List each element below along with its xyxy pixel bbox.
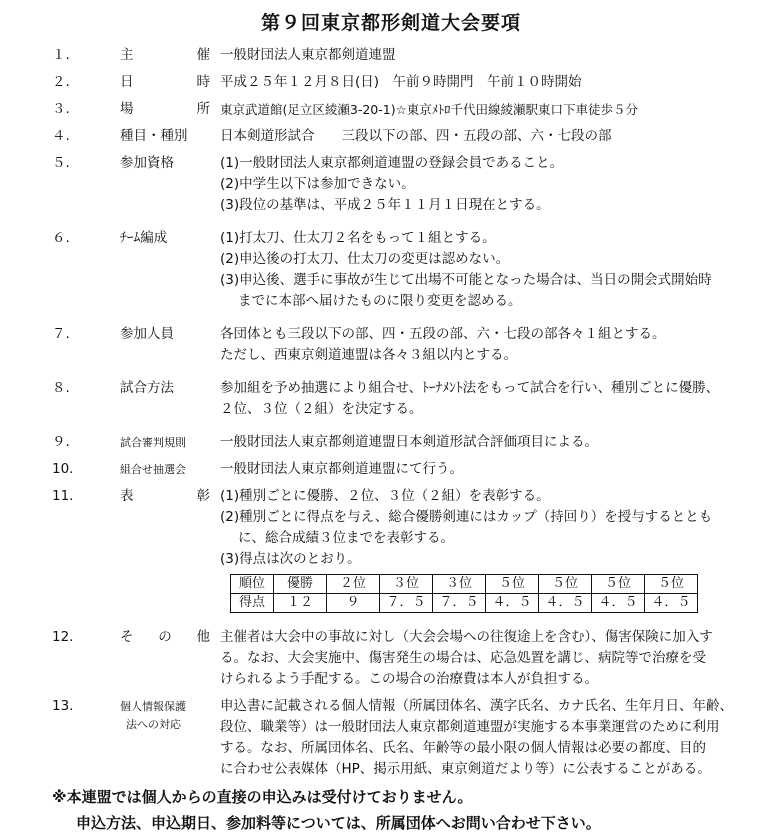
table-cell: ４．５ bbox=[645, 594, 698, 613]
item-awards bbox=[52, 486, 730, 615]
item-label: 参加人員 bbox=[120, 326, 174, 342]
table-cell: ３位 bbox=[433, 575, 486, 594]
item-participants bbox=[52, 324, 730, 366]
item-text: 平成２５年１２月８日(日) 午前９時開門 午前１０時開始 bbox=[220, 74, 582, 90]
item-privacy bbox=[52, 696, 733, 780]
item-text: 各団体とも三段以下の部、四・五段の部、六・七段の部各々１組とする。 bbox=[220, 326, 666, 342]
table-row bbox=[231, 575, 698, 594]
table-cell: ５位 bbox=[539, 575, 592, 594]
item-number: ７. bbox=[52, 326, 70, 342]
notice-line: ※本連盟では個人からの直接の申込みは受付けておりません。 bbox=[52, 788, 473, 806]
item-text: 主催者は大会中の事故に対し（大会会場への往復途上を含む）、傷害保険に加入す bbox=[220, 629, 713, 645]
table-cell: ７．５ bbox=[433, 594, 486, 613]
item-draw-meeting bbox=[52, 459, 730, 480]
table-cell: ５位 bbox=[486, 575, 539, 594]
page-title: 第９回東京都形剣道大会要項 bbox=[260, 12, 521, 34]
table-cell: ４．５ bbox=[592, 594, 645, 613]
item-organizer bbox=[52, 45, 730, 66]
item-text: 一般財団法人東京都剣道連盟日本剣道形試合評価項目による。 bbox=[220, 434, 598, 450]
item-text: けられるよう手配する。この場合の治療費は本人が負担する。 bbox=[220, 671, 598, 687]
item-text: (1)一般財団法人東京都剣道連盟の登録会員であること。 bbox=[220, 155, 564, 171]
table-row bbox=[231, 594, 698, 613]
item-other bbox=[52, 627, 730, 690]
item-label: 種目・種別 bbox=[120, 128, 188, 144]
item-text: (2)種別ごとに得点を与え、総合優勝剣連にはカップ（持回り）を授与するととも bbox=[220, 509, 713, 525]
item-text: (3)段位の基準は、平成２５年１１月１日現在とする。 bbox=[220, 197, 550, 213]
item-text: に、総合成績３位までを表彰する。 bbox=[238, 530, 454, 546]
item-text: 一般財団法人東京都剣道連盟にて行う。 bbox=[220, 461, 463, 477]
item-text: る。なお、大会実施中、傷害発生の場合は、応急処置を講じ、病院等で治療を受 bbox=[220, 650, 706, 666]
item-text: (1)種別ごとに優勝、２位、３位（２組）を表彰する。 bbox=[220, 488, 550, 504]
item-label: 試合方法 bbox=[120, 380, 174, 396]
table-cell: ５位 bbox=[592, 575, 645, 594]
table-cell: ４．５ bbox=[486, 594, 539, 613]
item-label: 試合審判規則 bbox=[120, 436, 186, 449]
table-cell: ７．５ bbox=[380, 594, 433, 613]
item-label: 参加資格 bbox=[120, 155, 174, 171]
item-text: する。なお、所属団体名、氏名、年齢等の最小限の個人情報は必要の都度、目的 bbox=[220, 740, 706, 756]
item-number: ８. bbox=[52, 380, 70, 396]
item-text: (2)申込後の打太刀、仕太刀の変更は認めない。 bbox=[220, 251, 510, 267]
item-text: 東京武道館(足立区綾瀬3-20-1)☆東京ﾒﾄﾛ千代田線綾瀬駅東口下車徒歩５分 bbox=[220, 102, 639, 117]
item-number: 13. bbox=[52, 698, 74, 714]
item-number: ６. bbox=[52, 230, 70, 246]
item-venue bbox=[52, 99, 730, 120]
item-text: (3)申込後、選手に事故が生じて出場不可能となった場合は、当日の開会式開始時 bbox=[220, 272, 712, 288]
table-cell: 得点 bbox=[231, 594, 274, 613]
item-number: ３. bbox=[52, 101, 70, 117]
item-text: 一般財団法人東京都剣道連盟 bbox=[220, 47, 396, 63]
item-text: (1)打太刀、仕太刀２名をもって１組とする。 bbox=[220, 230, 496, 246]
table-cell: ３位 bbox=[380, 575, 433, 594]
item-datetime bbox=[52, 72, 730, 93]
item-number: 12. bbox=[52, 629, 74, 645]
item-text: に合わせ公表媒体（HP、掲示用紙、東京剣道だより等）に公表することがある。 bbox=[220, 761, 711, 777]
item-number: １. bbox=[52, 47, 70, 63]
notice bbox=[52, 784, 730, 836]
item-text: ただし、西東京剣道連盟は各々３組以内とする。 bbox=[220, 347, 517, 363]
table-cell: ４．５ bbox=[539, 594, 592, 613]
item-text: (2)中学生以下は参加できない。 bbox=[220, 176, 415, 192]
item-number: ９. bbox=[52, 434, 70, 450]
item-number: ２. bbox=[52, 74, 70, 90]
item-number: ５. bbox=[52, 155, 70, 171]
item-number: ４. bbox=[52, 128, 70, 144]
item-text: ２位、３位（２組）を決定する。 bbox=[220, 401, 423, 417]
item-text: までに本部へ届けたものに限り変更を認める。 bbox=[238, 293, 522, 309]
item-text: 参加組を予め抽選により組合せ、ﾄｰﾅﾒﾝﾄ法をもって試合を行い、種別ごとに優勝、 bbox=[220, 380, 720, 396]
notice-line: 申込方法、申込期日、参加料等については、所属団体へお問い合わせ下さい。 bbox=[76, 814, 601, 832]
item-number: 10. bbox=[52, 461, 74, 477]
item-label: 主 催 bbox=[120, 47, 210, 63]
table-cell: ９ bbox=[327, 594, 380, 613]
item-label: 場 所 bbox=[120, 101, 210, 117]
item-text: (3)得点は次のとおり。 bbox=[220, 551, 361, 567]
item-text: 段位、職業等）は一般財団法人東京都剣道連盟が実施する本事業運営のために利用 bbox=[220, 719, 720, 735]
item-match-method bbox=[52, 378, 730, 420]
table-cell: ２位 bbox=[327, 575, 380, 594]
item-judging-rules bbox=[52, 432, 730, 453]
table-cell: 優勝 bbox=[274, 575, 327, 594]
item-event-type bbox=[52, 126, 730, 147]
item-team-composition bbox=[52, 228, 730, 312]
item-label: そ の 他 bbox=[120, 629, 210, 645]
item-label: 個人情報保護 法への対応 bbox=[120, 700, 186, 731]
item-label: ﾁｰﾑ編成 bbox=[120, 230, 168, 246]
table-cell: １２ bbox=[274, 594, 327, 613]
table-cell: 順位 bbox=[231, 575, 274, 594]
item-number: 11. bbox=[52, 488, 74, 504]
item-label: 日 時 bbox=[120, 74, 210, 90]
item-label: 組合せ抽選会 bbox=[120, 463, 186, 476]
item-text: 申込書に記載される個人情報（所属団体名、漢字氏名、カナ氏名、生年月日、年齢、 bbox=[220, 698, 733, 714]
item-text: 日本剣道形試合 三段以下の部、四・五段の部、六・七段の部 bbox=[220, 128, 612, 144]
table-cell: ５位 bbox=[645, 575, 698, 594]
score-table bbox=[230, 574, 698, 613]
item-eligibility bbox=[52, 153, 730, 216]
item-label: 表 彰 bbox=[120, 488, 210, 504]
